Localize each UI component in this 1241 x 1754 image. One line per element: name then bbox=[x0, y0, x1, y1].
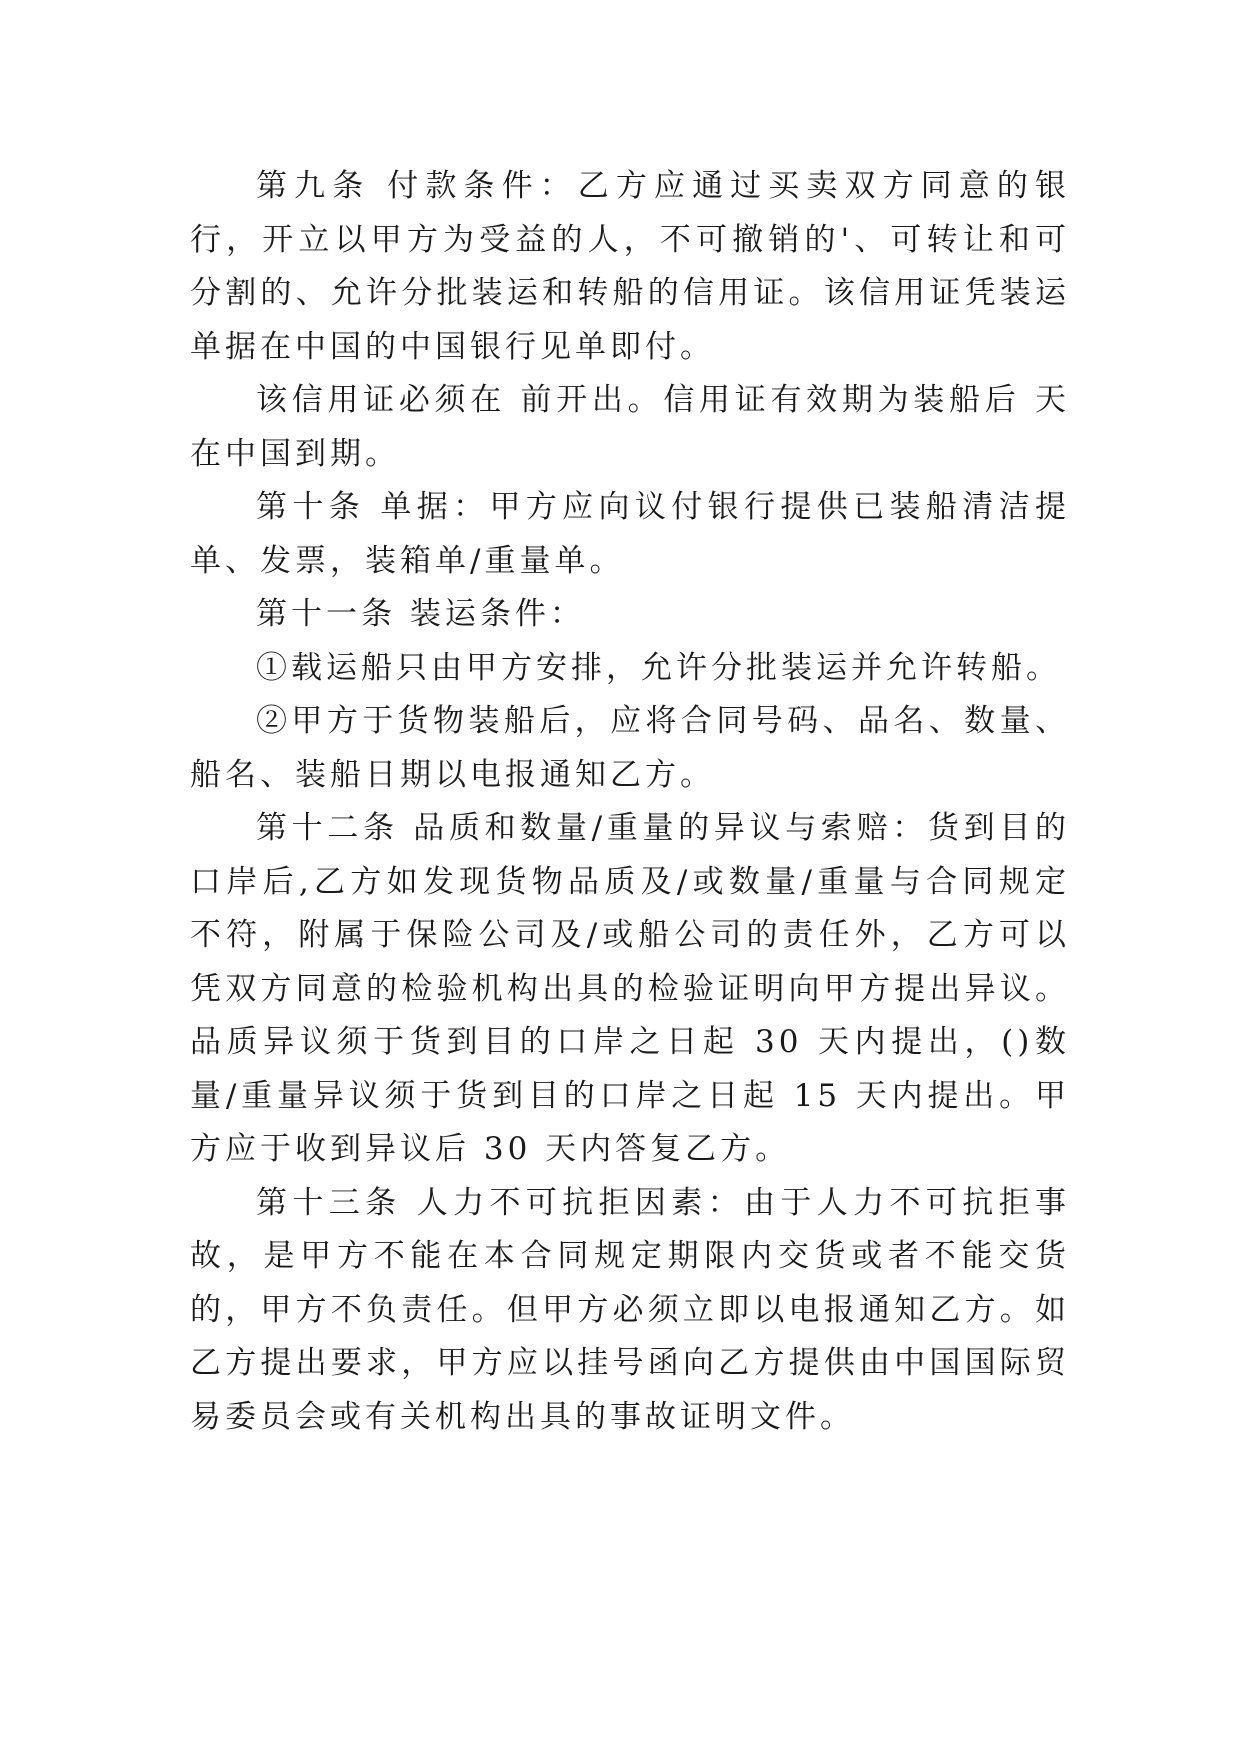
paragraph-article-9: 第九条 付款条件：乙方应通过买卖双方同意的银行，开立以甲方为受益的人，不可撤销的'、可转让和可分割的、允许分批装运和转船的信用证。该信用证凭装运单据在中国的中国银行见单即付。 bbox=[190, 168, 1070, 365]
paragraph-shipment-item-2: ②甲方于货物装船后，应将合同号码、品名、数量、船名、装船日期以电报通知乙方。 bbox=[190, 703, 1070, 793]
paragraph-shipment-item-1: ①载运船只由甲方安排，允许分批装运并允许转船。 bbox=[256, 649, 1061, 686]
paragraph-credit-deadline: 该信用证必须在 前开出。信用证有效期为装船后 天在中国到期。 bbox=[190, 382, 1070, 472]
paragraph-article-12: 第十二条 品质和数量/重量的异议与索赔：货到目的口岸后,乙方如发现货物品质及/或数量/重量与合同规定不符，附属于保险公司及/或船公司的责任外，乙方可以凭双方同意的检验机构出具的检验证明向甲方提出异议。品质异议须于货到目的口岸之日起 30 天内提出，()数量/重量异议须于货到目的口岸之日起 15 天内提出。甲方应于收到异议后 30 天内答复乙方。 bbox=[190, 810, 1070, 1167]
document-body bbox=[190, 160, 1070, 1444]
paragraph-article-13: 第十三条 人力不可抗拒因素：由于人力不可抗拒事故，是甲方不能在本合同规定期限内交货或者不能交货的，甲方不负责任。但甲方必须立即以电报通知乙方。如乙方提出要求，甲方应以挂号函向乙方提供由中国国际贸易委员会或有关机构出具的事故证明文件。 bbox=[190, 1184, 1070, 1435]
paragraph-article-10: 第十条 单据：甲方应向议付银行提供已装船清洁提单、发票，装箱单/重量单。 bbox=[190, 489, 1070, 579]
paragraph-article-11: 第十一条 装运条件： bbox=[256, 596, 585, 632]
